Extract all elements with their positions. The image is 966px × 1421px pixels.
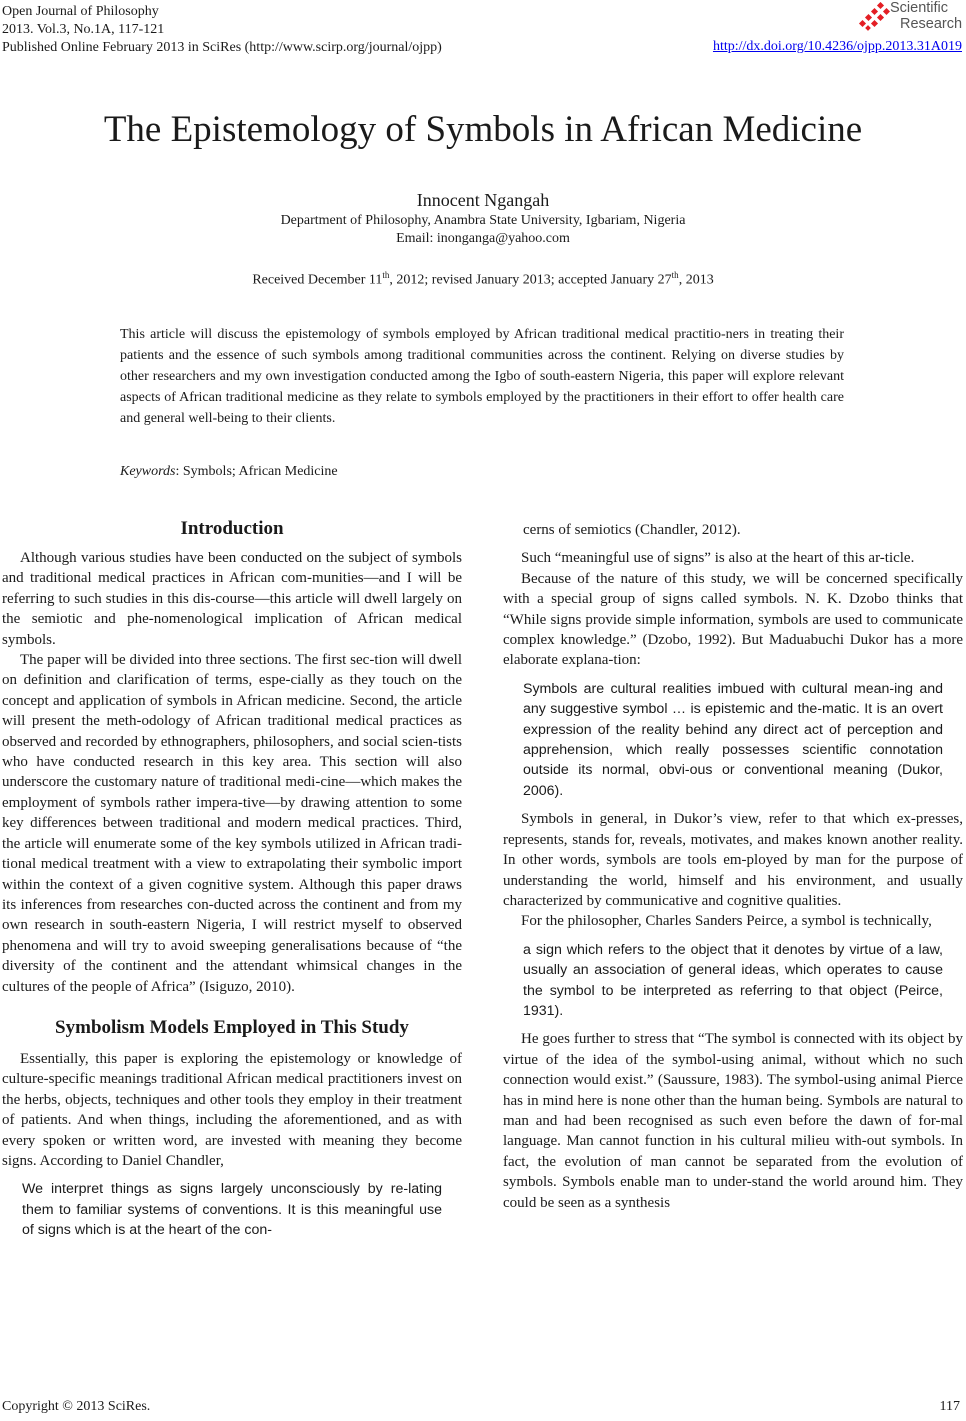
received-dates: Received December 11th, 2012; revised January 2013; accepted January 27th, 2013 <box>252 270 714 288</box>
paragraph: For the philosopher, Charles Sanders Peirce, a symbol is technically, <box>521 913 932 930</box>
journal-header <box>2 3 442 57</box>
logo-line-2: Research <box>900 16 963 32</box>
paragraph: Although various studies have been conducted on the subject of symbols and traditional medical practices in African com-munities—and I will be referring to such studies in this dis-course—this article will dwell largely on the semiotic and phe-nomenological implication of African medical symbols. <box>2 550 462 648</box>
section-heading-introduction: Introduction <box>180 518 284 539</box>
logo-line-1: Scientific <box>890 0 949 16</box>
page-number: 117 <box>939 1399 960 1414</box>
section-heading-symbolism-models: Symbolism Models Employed in This Study <box>55 1016 409 1038</box>
keywords-label: Keywords <box>120 464 176 479</box>
copyright-notice: Copyright © 2013 SciRes. <box>2 1399 151 1414</box>
keywords <box>120 464 338 480</box>
doi-link[interactable]: http://dx.doi.org/10.4236/ojpp.2013.31A019 <box>712 39 962 54</box>
logo-dots-icon <box>856 2 890 32</box>
scientific-research-logo <box>856 0 963 34</box>
abstract: This article will discuss the epistemology of symbols employed by African traditional medical practitio-ners in treating their patients and the essence of such symbols among traditional communities across the continent. Relying on diverse studies by other researchers and my own investigation conducted among the Igbo of south-eastern Nigeria, this paper will explore relevant aspects of African traditional medicine as they relate to symbols employed by the practitioners in their effort to offer health care and general well-being to their clients. <box>120 327 844 426</box>
article-title: The Epistemology of Symbols in African Medicine <box>103 109 863 150</box>
block-quote: a sign which refers to the object that it denotes by virtue of a law, usually an association of general ideas, which operates to cause the symbol to be interpreted as referring to that object (Peirce, 1931). <box>523 941 943 1019</box>
paragraph: Such “meaningful use of signs” is also at the heart of this ar-ticle. <box>521 550 915 567</box>
right-column <box>503 520 963 1213</box>
journal-name: Open Journal of Philosophy <box>2 4 159 19</box>
journal-volume: 2013. Vol.3, No.1A, 117-121 <box>2 22 165 37</box>
author-email: Email: inonganga@yahoo.com <box>396 231 570 246</box>
block-quote: Symbols are cultural realities imbued with cultural mean-ing and any suggestive symbol … is epistemic and the-matic. It is an overt expression of the reality behind any direct act of perception and apprehension, which really possesses scientific connotation outside its normal, obvi-ous or conventional meaning (Dukor, 2006). <box>523 680 943 799</box>
paragraph: cerns of semiotics (Chandler, 2012). <box>523 522 741 538</box>
paragraph: Because of the nature of this study, we will be concerned specifically with a special group of signs called symbols. N. K. Dzobo thinks that “While signs provide simple information, symbols are used to communicate complex knowledge.” (Dzobo, 1992). But Maduabuchi Dukor has a more elaborate explana-tion: <box>503 570 963 669</box>
keywords-value: : Symbols; African Medicine <box>175 464 338 479</box>
paragraph: The paper will be divided into three sections. The first sec-tion will dwell on definition and clarification of terms, espe-cially as they touch on the concept and application of symbols in African medicine. Second, the article will present the meth-odology of African traditional medical practices as observed and recorded by ethnographers, philosophers, and social scien-tists who have conducted research in this key area. This section will also underscore the customary nature of traditional medi-cine—which makes the employment of symbols rather impera-tive—by drawing attention to some key differences between traditional and modern medical practices. Third, the article will enumerate some of the key symbols utilized in African tradi-tional medical treatment with a view to extrapolating their symbolic import within the context of a given cognitive system. Although this paper draws its inferences from researches con-ducted across the continent and from my own research in south-eastern Nigeria, I will restrict myself to observed phenomena and will try to avoid sweeping generalisations because of “the diversity of the continent and the attendant whimsical changes in the cultures of the people of Africa” (Isiguzo, 2010). <box>2 652 462 995</box>
paragraph: Symbols in general, in Dukor’s view, refer to that which ex-presses, represents, stands for, reveals, motivates, and makes known another reality. In other words, symbols are tools em-ployed by man for the purpose of understanding the world, himself and his environment, and usually characterized by communicative and cognitive qualities. <box>503 811 963 909</box>
block-quote: We interpret things as signs largely unconsciously by re-lating them to familiar systems of conventions. It is this meaningful use of signs which is at the heart of the con- <box>22 1181 442 1239</box>
left-column <box>2 516 462 1249</box>
paragraph: Essentially, this paper is exploring the epistemology or knowledge of culture-specific meanings traditional African medical practitioners invest on the herbs, objects, techniques and other tools they employ in their treatment of patients. And when things, including the aforementioned, and as with every spoken or written word, are invested with meaning they become signs. According to Daniel Chandler, <box>2 1050 462 1169</box>
author-department: Department of Philosophy, Anambra State University, Igbariam, Nigeria <box>280 213 686 228</box>
author-name: Innocent Ngangah <box>416 190 550 210</box>
paragraph: He goes further to stress that “The symbol is connected with its object by virtue of the idea of the symbol-using animal, without which no such connection would exist.” (Saussure, 1983). The symbol-using animal Pierce has in mind here is none other than the human being. Symbols are natural to man and had been recognised as such even before the dawn of for-mal language. Man cannot function in his cultural milieu with-out symbols. In fact, the evolution of man cannot be separated from the evolution of symbols. Symbols enable man to under-stand the world around him. They could be seen as a synthesis <box>503 1031 963 1211</box>
publication-info: Published Online February 2013 in SciRes (http://www.scirp.org/journal/ojpp) <box>2 40 442 55</box>
